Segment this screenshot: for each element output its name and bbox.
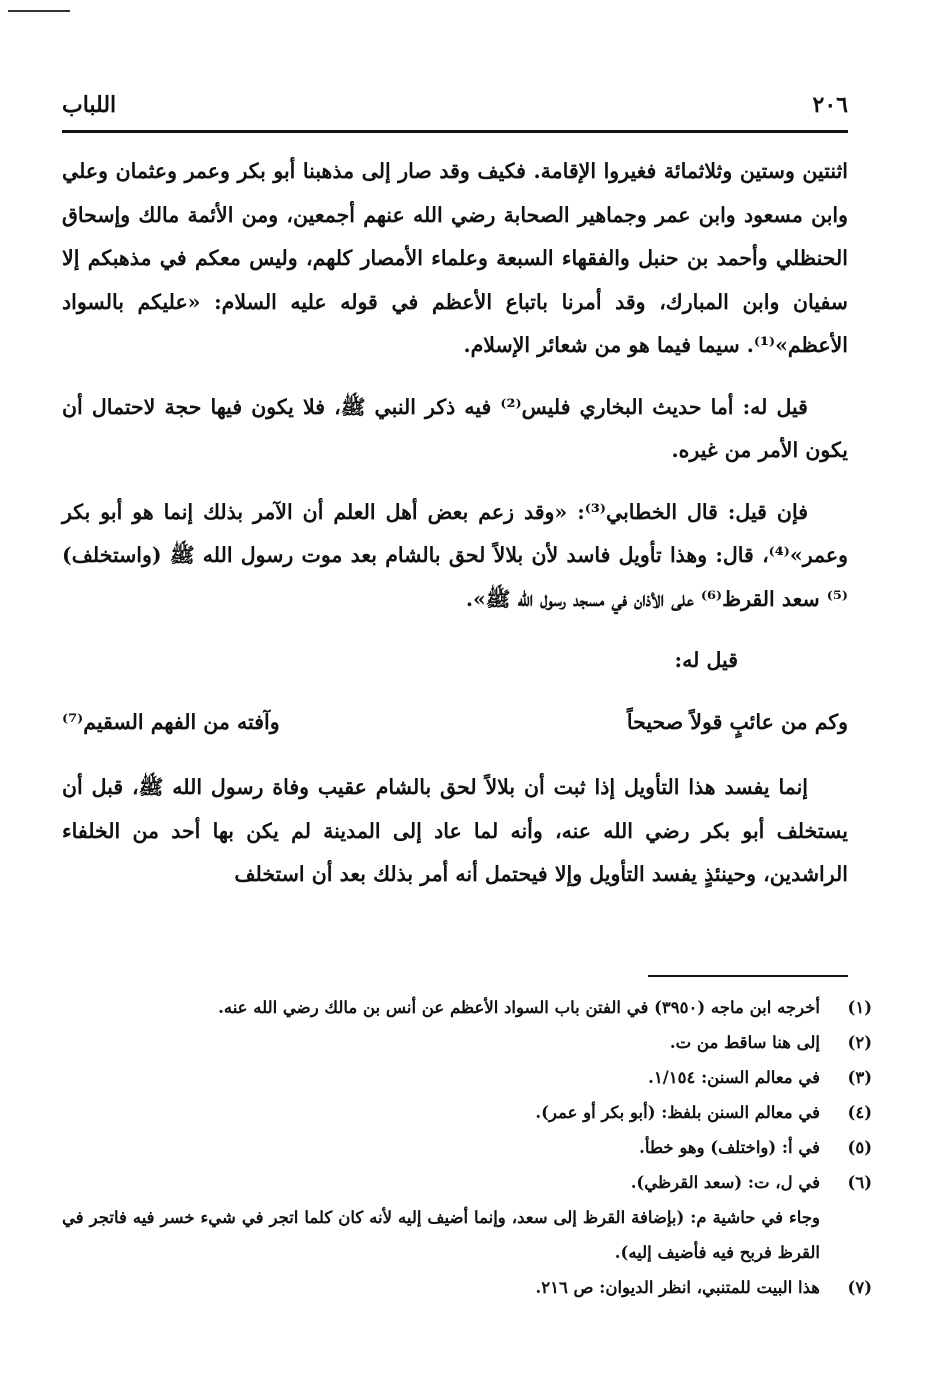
footnote-number: (١)	[847, 998, 872, 1017]
corner-scan-mark	[8, 10, 70, 12]
footnote-text: في معالم السنن بلفظ: (أبو بكر أو عمر).	[535, 1103, 820, 1122]
footnote-number: (٦)	[847, 1173, 872, 1192]
footnote-separator	[648, 975, 848, 977]
footnote-text: أخرجه ابن ماجه (٣٩٥٠) في الفتن باب السواد الأعظم عن أنس بن مالك رضي الله عنه.	[218, 998, 820, 1017]
footnote-7	[62, 1270, 872, 1305]
footnote-1	[62, 990, 872, 1025]
footnote-3	[62, 1060, 872, 1095]
footnote-number: (٤)	[847, 1103, 872, 1122]
poem-intro: قيل له:	[674, 648, 738, 672]
page-number: ٢٠٦	[812, 92, 848, 118]
poem-first-hemistich: وكم من عائبٍ قولاً صحيحاً	[626, 709, 848, 734]
paragraph-2: قيل له: أما حديث البخاري فليس⁽²⁾ فيه ذكر النبي ﷺ، فلا يكون فيها حجة لاحتمال أن يكون الأمر من غيره.	[62, 394, 848, 462]
page-header	[62, 92, 848, 133]
footnote-5	[62, 1130, 872, 1165]
footnote-number: (٥)	[847, 1138, 872, 1157]
footnote-text: في أ: (واختلف) وهو خطأ.	[639, 1138, 820, 1157]
paragraph-1: اثنتين وستين وثلاثمائة فغيروا الإقامة. فكيف وقد صار إلى مذهبنا أبو بكر وعمر وعثمان وعلي وابن مسعود وابن عمر وجماهير الصحابة رضي الله عنهم أجمعين، ومن الأئمة مالك وإسحاق الحنظلي وأحمد بن حنبل والفقهاء السبعة وعلماء الأمصار كلهم، وليس معكم في مذهبكم إلا سفيان وابن المبارك، وقد أمرنا باتباع الأعظم في قوله عليه السلام: «عليكم بالسواد الأعظم»⁽¹⁾. سيما فيما هو من شعائر الإسلام.	[62, 159, 848, 357]
running-title: اللباب	[62, 92, 117, 118]
footnote-6-continuation: وجاء في حاشية م: (بإضافة القرظ إلى سعد، وإنما أضيف إليه لأنه كان كلما اتجر في شيء خسر فيه فاتجر في القرظ فربح فيه فأضيف إليه).	[62, 1208, 820, 1262]
main-text	[62, 150, 848, 915]
footnote-text: هذا البيت للمتنبي، انظر الديوان: ص ٢١٦.	[535, 1278, 820, 1297]
footnote-text: في ل، ت: (سعد القرظي).	[630, 1173, 820, 1192]
poem-second-hemistich: وآفته من الفهم السقيم⁽⁷⁾	[62, 709, 280, 734]
footnote-text: إلى هنا ساقط من ت.	[669, 1033, 820, 1052]
footnote-6	[62, 1165, 872, 1200]
footnote-2	[62, 1025, 872, 1060]
poem-verse	[62, 701, 848, 745]
footnote-text: في معالم السنن: ١/١٥٤.	[648, 1068, 820, 1087]
footnote-number: (٣)	[847, 1068, 872, 1087]
footnote-4	[62, 1095, 872, 1130]
paragraph-3: فإن قيل: قال الخطابي⁽³⁾: «وقد زعم بعض أهل العلم أن الآمر بذلك إنما هو أبو بكر وعمر»⁽⁴⁾، قال: وهذا تأويل فاسد لأن بلالاً لحق بالشام بعد موت رسول الله ﷺ (واستخلف)⁽⁵⁾ سعد القرظ⁽⁶⁾ على الأذان في مسجد رسول الله ﷺ».	[62, 499, 848, 611]
footnote-number: (٢)	[847, 1033, 872, 1052]
paragraph-4: إنما يفسد هذا التأويل إذا ثبت أن بلالاً لحق بالشام عقيب وفاة رسول الله ﷺ، قبل أن يستخلف أبو بكر رضي الله عنه، وأنه لما عاد إلى المدينة لم يكن بها أحد من الخلفاء الراشدين، وحينئذٍ يفسد التأويل وإلا فيحتمل أنه أمر بذلك بعد أن استخلف	[62, 775, 848, 886]
footnote-number: (٧)	[847, 1278, 872, 1297]
footnotes	[62, 990, 872, 1305]
